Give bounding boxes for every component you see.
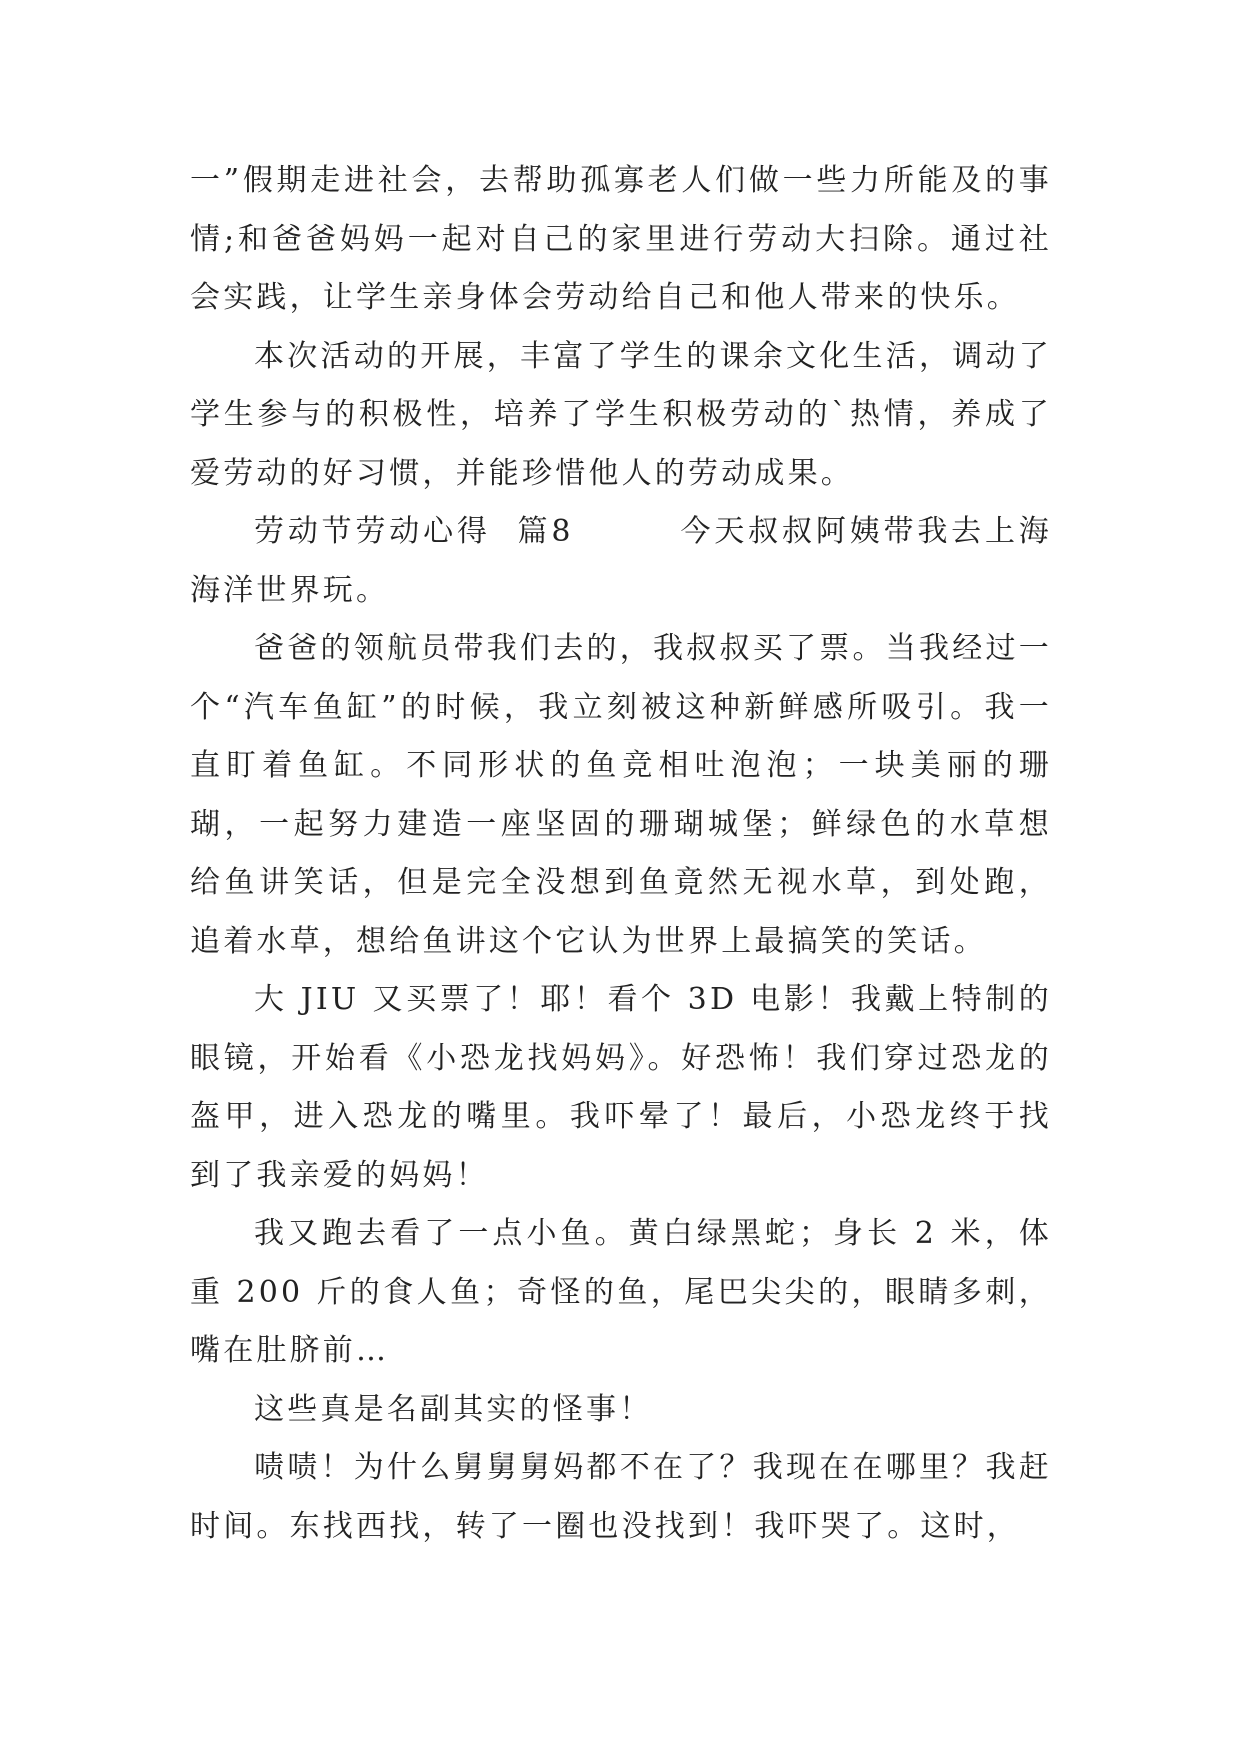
paragraph-fish-tank: 爸爸的领航员带我们去的，我叔叔买了票。当我经过一个“汽车鱼缸”的时候，我立刻被这种新鲜感所吸引。我一直盯着鱼缸。不同形状的鱼竞相吐泡泡；一块美丽的珊瑚，一起努力建造一座坚固的珊瑚城堡；鲜绿色的水草想给鱼讲笑话，但是完全没想到鱼竟然无视水草，到处跑，追着水草，想给鱼讲这个它认为世界上最搞笑的笑话。 — [190, 631, 1052, 959]
paragraph-lost: 啧啧！为什么舅舅舅妈都不在了？我现在在哪里？我赶时间。东找西找，转了一圈也没找到！我吓哭了。这时， — [190, 1450, 1052, 1544]
paragraph-continuation: 一”假期走进社会，去帮助孤寡老人们做一些力所能及的事情;和爸爸妈妈一起对自己的家里进行劳动大扫除。通过社会实践，让学生亲身体会劳动给自己和他人带来的快乐。 — [190, 163, 1052, 315]
paragraph-3d-movie: 大 JIU 又买票了！耶！看个 3D 电影！我戴上特制的眼镜，开始看《小恐龙找妈妈》。好恐怖！我们穿过恐龙的盔甲，进入恐龙的嘴里。我吓晕了！最后，小恐龙终于找到了我亲爱的妈妈！ — [190, 982, 1052, 1193]
paragraph-section-heading: 劳动节劳动心得 篇8 今天叔叔阿姨带我去上海海洋世界玩。 — [190, 514, 1052, 608]
paragraph-activity-summary: 本次活动的开展，丰富了学生的课余文化生活，调动了学生参与的积极性，培养了学生积极劳动的`热情，养成了爱劳动的好习惯，并能珍惜他人的劳动成果。 — [190, 338, 1052, 491]
paragraph-small-fish: 我又跑去看了一点小鱼。黄白绿黑蛇；身长 2 米，体重 200 斤的食人鱼；奇怪的鱼，尾巴尖尖的，眼睛多刺，嘴在肚脐前… — [190, 1216, 1052, 1368]
document-body — [190, 152, 1052, 1556]
paragraph-strange-things: 这些真是名副其实的怪事！ — [254, 1391, 653, 1427]
